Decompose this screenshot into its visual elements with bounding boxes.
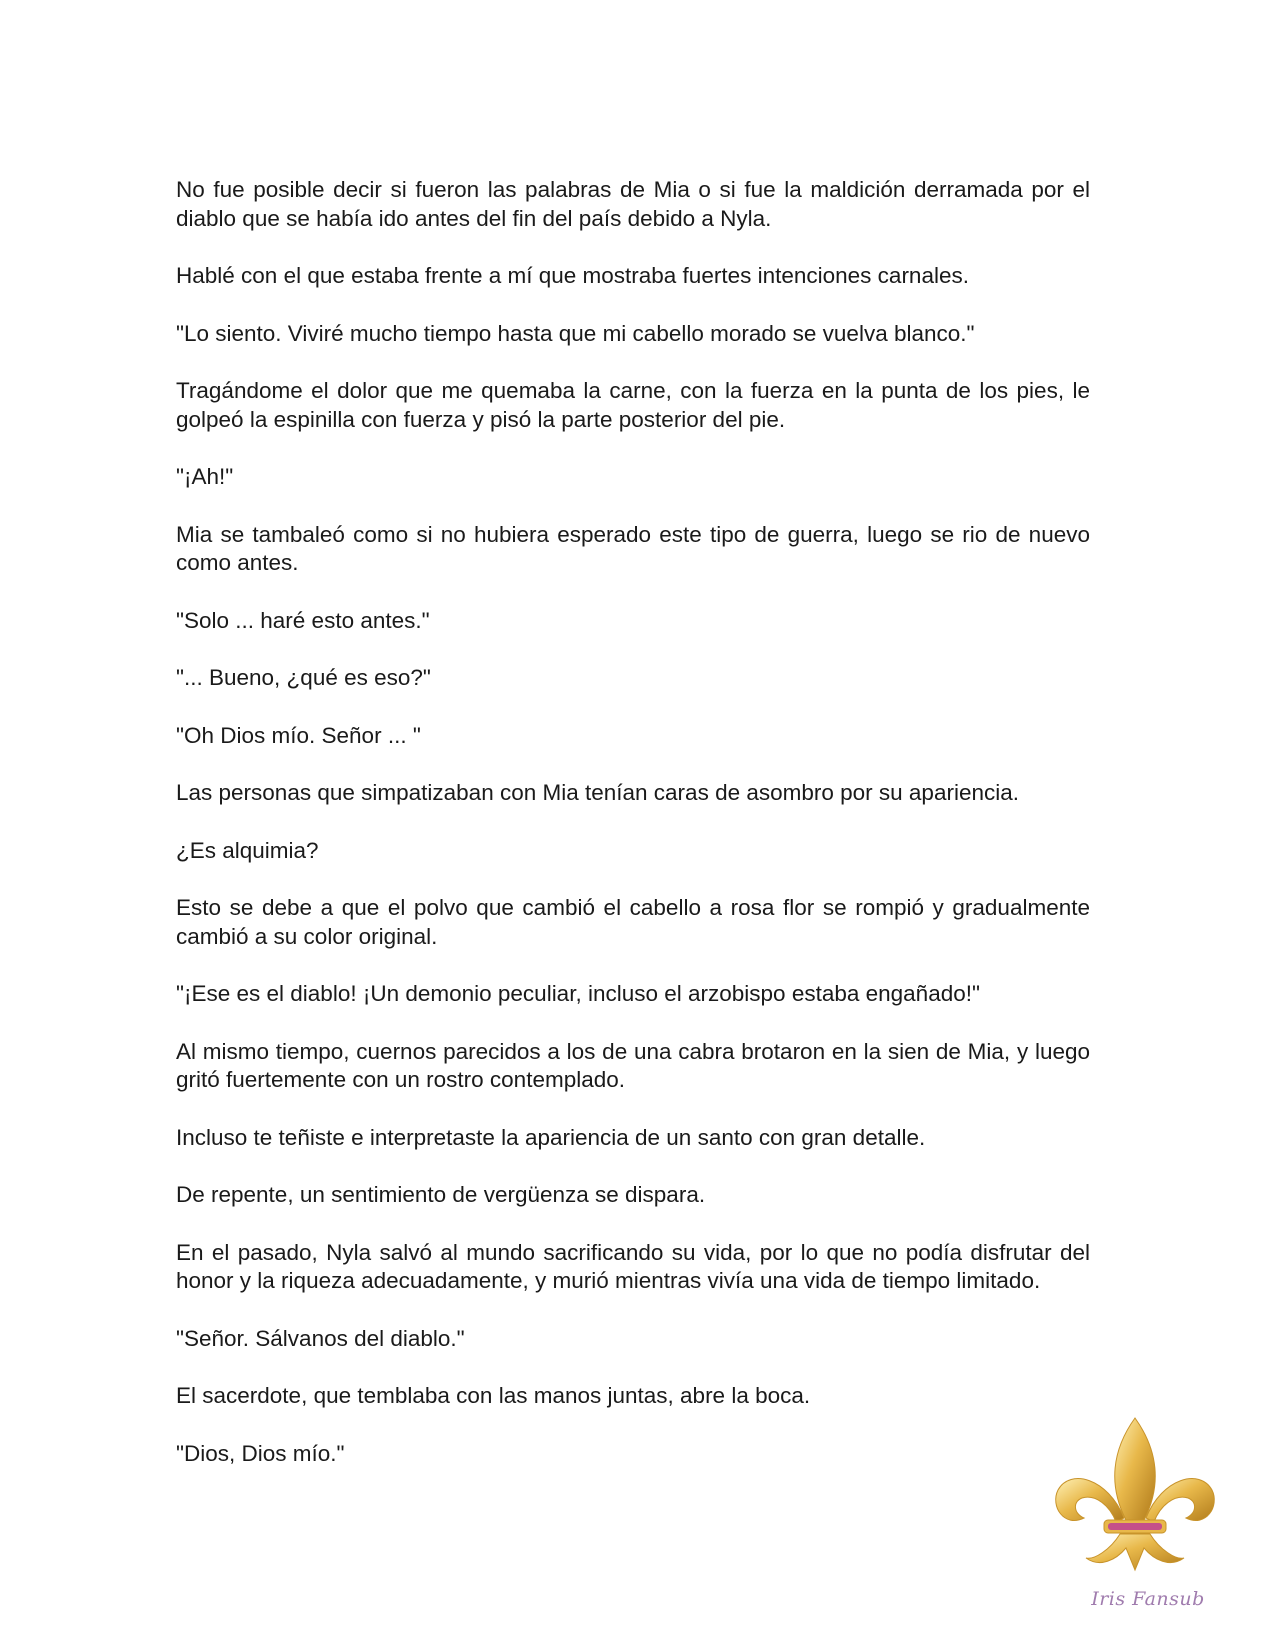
- paragraph: Esto se debe a que el polvo que cambió el cabello a rosa flor se rompió y gradualmente cambió a su color original.: [176, 895, 1090, 949]
- paragraph: "Oh Dios mío. Señor ... ": [176, 722, 421, 748]
- paragraph: "¡Ese es el diablo! ¡Un demonio peculiar, incluso el arzobispo estaba engañado!": [176, 981, 980, 1006]
- paragraph: El sacerdote, que temblaba con las manos juntas, abre la boca.: [176, 1383, 811, 1408]
- watermark-text: Iris Fansub: [1091, 1588, 1205, 1610]
- watermark-logo: [1050, 1410, 1220, 1615]
- paragraph: ¿Es alquimia?: [176, 837, 319, 863]
- fleur-de-lis-icon: [1050, 1410, 1220, 1585]
- paragraph: "... Bueno, ¿qué es eso?": [176, 665, 431, 690]
- paragraph: "Solo ... haré esto antes.": [176, 607, 430, 633]
- paragraph: "¡Ah!": [176, 464, 234, 489]
- paragraph: Las personas que simpatizaban con Mia tenían caras de asombro por su apariencia.: [176, 780, 1019, 805]
- paragraph: Al mismo tiempo, cuernos parecidos a los de una cabra brotaron en la sien de Mia, y luego gritó fuertemente con un rostro contemplado.: [176, 1038, 1090, 1092]
- paragraph: Tragándome el dolor que me quemaba la carne, con la fuerza en la punta de los pies, le golpeó la espinilla con fuerza y pisó la parte posterior del pie.: [176, 378, 1090, 432]
- paragraph: "Lo siento. Viviré mucho tiempo hasta que mi cabello morado se vuelva blanco.": [176, 320, 975, 346]
- document-body: [176, 176, 1090, 1497]
- paragraph: De repente, un sentimiento de vergüenza se dispara.: [176, 1182, 706, 1207]
- paragraph: Mia se tambaleó como si no hubiera esperado este tipo de guerra, luego se rio de nuevo como antes.: [176, 521, 1090, 575]
- paragraph: Incluso te teñiste e interpretaste la apariencia de un santo con gran detalle.: [176, 1124, 926, 1150]
- paragraph: "Dios, Dios mío.": [176, 1440, 345, 1466]
- paragraph: No fue posible decir si fueron las palabras de Mia o si fue la maldición derramada por el diablo que se había ido antes del fin del país debido a Nyla.: [176, 177, 1090, 231]
- paragraph: Hablé con el que estaba frente a mí que mostraba fuertes intenciones carnales.: [176, 263, 969, 288]
- paragraph: En el pasado, Nyla salvó al mundo sacrificando su vida, por lo que no podía disfrutar del honor y la riqueza adecuadamente, y murió mientras vivía una vida de tiempo limitado.: [176, 1239, 1090, 1293]
- paragraph: "Señor. Sálvanos del diablo.": [176, 1325, 465, 1351]
